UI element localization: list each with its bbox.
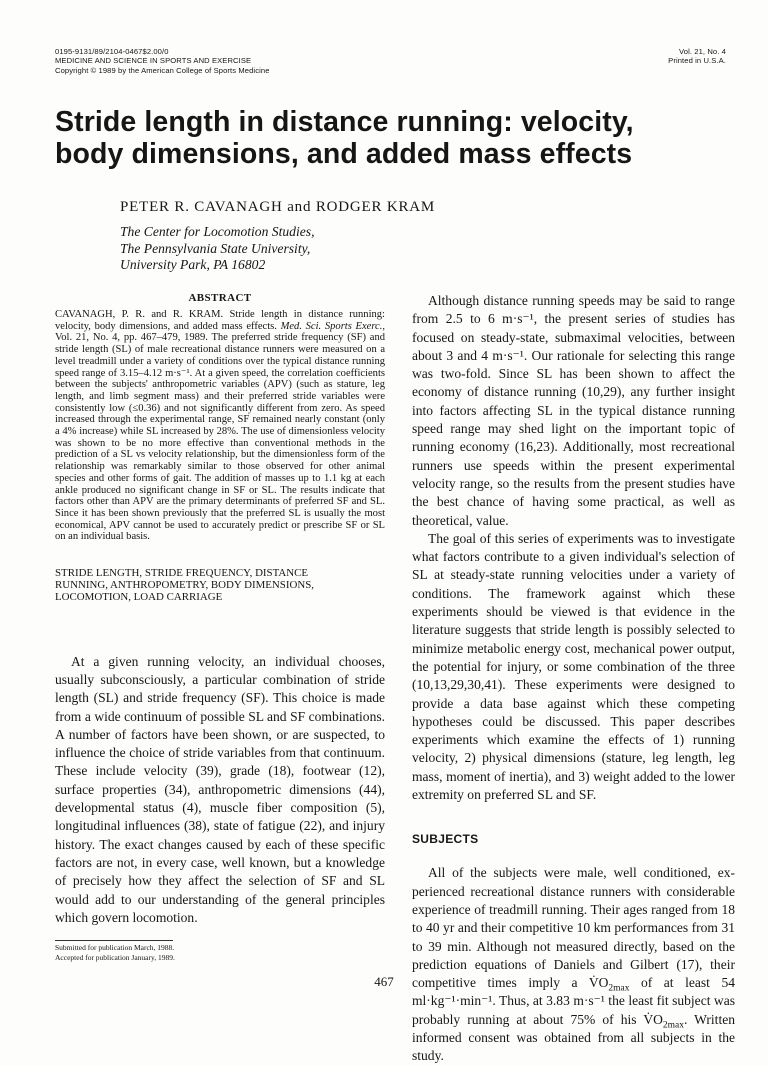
left-column (55, 292, 385, 927)
subjects-text-2: of at least 54 ml·kg⁻¹·min⁻¹. Thus, at 3.83 m·s⁻¹ the least fit subject was probably running at about 75% of his V̇O (412, 975, 736, 1027)
article-title (55, 106, 735, 170)
affiliation (120, 224, 314, 274)
affiliation-line-1: The Center for Locomotion Studies, (120, 224, 315, 239)
subjects-heading: SUBJECTS (412, 832, 479, 847)
subjects-text-1: All of the subjects were male, well conditioned, experienced recreational distance runners with considerable experience of treadmill running. Their ages ranged from 18 to 40 yr and their competitive 10 km performances from 31 to 39 min. Although not measured directly, based on the prediction equations of Daniels and Gilbert (17), their competitive times imply a V̇O (412, 865, 735, 991)
copyright-line: Copyright © 1989 by the American College of Sports Medicine (55, 65, 270, 75)
issn-line: 0195-9131/89/2104-0467$2.00/0 (55, 47, 169, 56)
right-paragraph-1: Although distance running speeds may be said to range from 2.5 to 6 m·s⁻¹, the present series of studies has focused on steady-state, submaximal velocities, between about 3 and 4 m·s⁻¹. Our rationale for selecting this range was two-fold. Since SL has been shown to affect the economy of distance running (10,29), any further insight into factors affecting SL in the typical distance running speed range may shed light on the important topic of running economy (16,23). Additionally, most recreational runners use speeds within the present experimental velocity range, so the results from the present studies have the best chance of having some practical, as well as theoretical, value. (412, 293, 735, 528)
right-paragraph-2: The goal of this series of experiments was to investigate what factors contribute to a given individual's selection of SL at steady-state running velocities under a variety of conditions. The framework against which these experiments should be viewed is that evidence in the literature suggests that stride length is possibly selected to minimize metabolic energy cost, mechanical power output, the potential for injury, or some combination of the three (10,13,29,30,41). These experiments were designed to provide a data base against which these competing hypotheses could be discussed. This paper describes experiments which examine the effects of 1) running velocity, 2) physical dimensions (stature, leg length, leg mass, moment of inertia), and 3) weight added to the lower extremity on preferred SL and SF. (412, 530, 735, 803)
affiliation-line-3: University Park, PA 16802 (120, 257, 266, 272)
intro-paragraph: At a given running velocity, an individual chooses, usually subconsciously, a particular combination of stride length (SL) and stride frequency (SF). This choice is made from a wide continuum of possible SL and SF combinations. A number of factors have been shown, or are suspected, to influence the choice of stride variables from that continuum. These include velocity (39), grade (18), footwear (12), surface properties (34), anthropometric dimensions (44), developmental status (4), muscle fiber composition (5), longitudinal influences (38), state of fatigue (22), and injury history. The exact changes caused by each of these specific factors are not, in every case, well known, but a knowledge of precisely how they affect the selection of SF and SL would add to our understanding of the general principles which govern locomotion. (55, 653, 385, 925)
page-number: 467 (374, 974, 394, 989)
abstract-citation-authors: CAVANAGH, P. R. and R. KRAM. Stride length in distance running: velocity, body dimensions, and added mass effects. (55, 309, 385, 332)
subjects-paragraph (412, 864, 735, 1065)
abstract-body: The preferred stride frequency (SF) and stride length (SL) of male recreational distance runners were measured on a level treadmill under a variety of conditions over the typical distance running speed range of 3.15–4.12 m·s⁻¹. At a given speed, the correlation coefficients between the subjects' anthropometric variables (APV) (such as stature, leg length, and limb segment mass) and their preferred stride variables were consistently low (≤0.36) and not significantly different from zero. As speed increased through the experimental range, SF remained nearly constant (only a 4% increase) while SL increased by 28%. The use of dimensionless velocity was shown to be no more effective than conventional methods in the prediction of a SL vs velocity relationship, but the dimensionless form of the relationship was remarkably similar to those observed for other animal species and other forms of gait. The addition of masses up to 1.1 kg at each ankle produced no significant change in SF or SL. The results indicate that factors other than APV are the primary determinants of preferred SF and SL. Since it has been shown previously that the preferred SL is usually the most economical, APV cannot be used to accurately predict or prescribe SF or SL on an individual basis. (55, 332, 385, 543)
abstract-heading: ABSTRACT (188, 292, 252, 304)
title-line-1: Stride length in distance running: velocity, (55, 106, 634, 138)
journal-header-right (668, 47, 726, 66)
subjects-text-3: . Written informed consent was obtained from all subjects in the study. (412, 1011, 735, 1064)
volume-line: Vol. 21, No. 4 (679, 47, 726, 56)
title-line-2: body dimensions, and added mass effects (55, 138, 633, 170)
footnote (55, 943, 175, 963)
keywords (55, 567, 385, 604)
vo2max-subscript-2: 2max (662, 1020, 684, 1031)
abstract-text (55, 309, 385, 543)
journal-name-line: MEDICINE AND SCIENCE IN SPORTS AND EXERCISE (55, 56, 252, 66)
abstract-citation-details: , Vol. 21, No. 4, pp. 467–479, 1989. (55, 320, 385, 344)
right-column (412, 292, 735, 1066)
keywords-line-3: LOCOMOTION, LOAD CARRIAGE (55, 591, 223, 604)
affiliation-line-2: The Pennsylvania State University, (120, 240, 311, 256)
author-list: PETER R. CAVANAGH and RODGER KRAM (120, 199, 436, 215)
accepted-date: Accepted for publication January, 1989. (55, 953, 175, 962)
printed-line: Printed in U.S.A. (668, 56, 726, 66)
abstract-citation-journal: Med. Sci. Sports Exerc. (280, 320, 383, 332)
journal-header-left (55, 47, 270, 75)
keywords-line-1: STRIDE LENGTH, STRIDE FREQUENCY, DISTANCE (55, 567, 309, 580)
vo2max-subscript-1: 2max (608, 983, 630, 994)
keywords-line-2: RUNNING, ANTHROPOMETRY, BODY DIMENSIONS, (55, 579, 314, 592)
submitted-date: Submitted for publication March, 1988. (55, 943, 175, 952)
footnote-rule (55, 940, 173, 941)
